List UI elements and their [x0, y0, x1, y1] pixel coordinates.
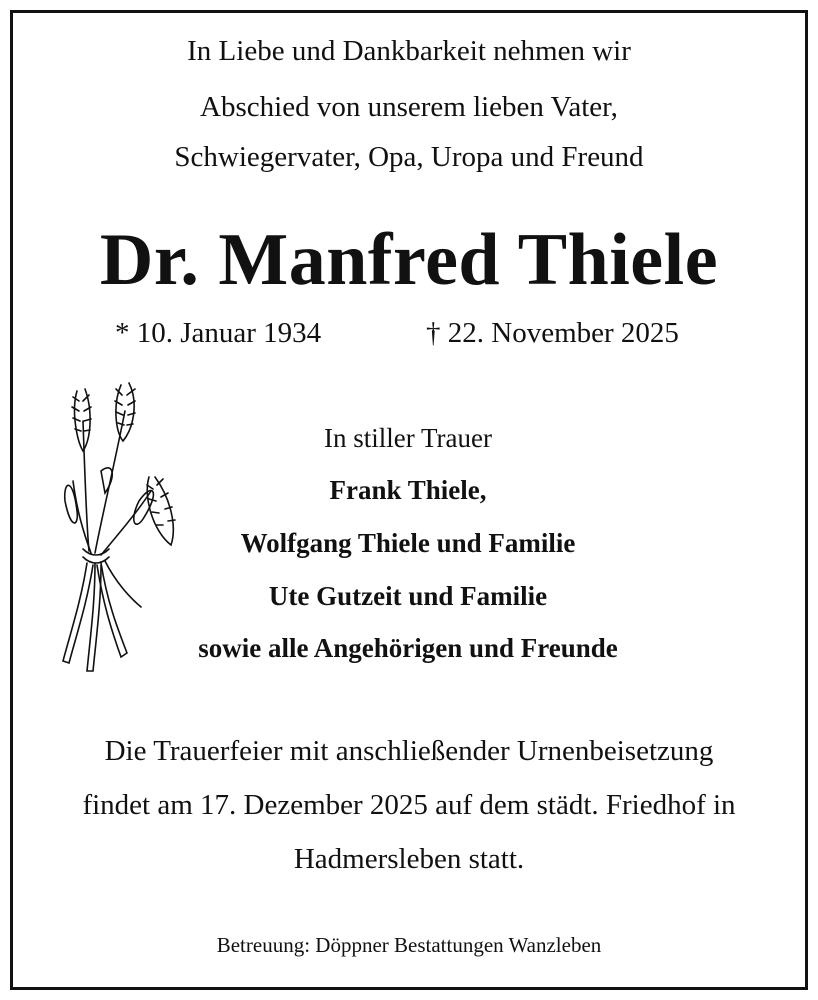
deceased-name: Dr. Manfred Thiele — [99, 219, 719, 301]
death-date: † 22. November 2025 — [426, 317, 679, 349]
ceremony-line-1: Die Trauerfeier mit anschließender Urnenbeisetzung — [104, 735, 714, 767]
ceremony-line-3: Hadmersleben statt. — [293, 843, 525, 875]
intro-line-3: Schwiegervater, Opa, Uropa und Freund — [174, 141, 644, 173]
ceremony-line-2: findet am 17. Dezember 2025 auf dem städt. Friedhof in — [82, 789, 736, 821]
intro-line-1: In Liebe und Dankbarkeit nehmen wir — [187, 35, 631, 67]
footer-text: Betreuung: Döppner Bestattungen Wanzleben — [216, 933, 602, 957]
obituary-notice — [10, 10, 808, 990]
mourner-name: Frank Thiele, — [329, 475, 487, 505]
mourner-name: Ute Gutzeit und Familie — [268, 581, 548, 611]
birth-date: * 10. Januar 1934 — [115, 317, 322, 349]
mourner-name: sowie alle Angehörigen und Freunde — [198, 633, 618, 663]
intro-line-2: Abschied von unserem lieben Vater, — [200, 91, 618, 123]
mourner-name: Wolfgang Thiele und Familie — [240, 528, 576, 558]
mourners-heading: In stiller Trauer — [324, 423, 492, 453]
